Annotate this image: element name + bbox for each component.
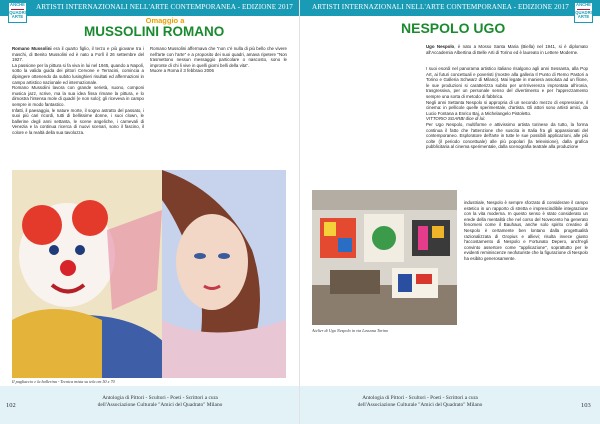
paragraph: industriale, Nespolo è sempre sforzato di considerare il campo estetico in un rapporto di stretta e imprescindibile integrazione con la vita moderna. In questo senso è stato considerato un erede della mentalità che nel corso del Novecento ha generato fenomeni come il Bauhaus, anche solo spirito creativo di Nespolo è certamente ben lontano dalla progettualità razionalizzata di Gropius e allievi; risulta invece giusto l'accostamento di Nespolo e Fortunato Depero, anch'egli convinto assertore come "applicazione", soprattutto per le evidenti reminiscenze neofuturiste che la figurazione di Nespolo ha esibito generosamente.: [464, 200, 588, 261]
association-logo: ANCHE QUADRI ARTE: [8, 2, 27, 23]
paragraph: I suoi esordi nel panorama artistico italiano risalgono agli anni Sessanta, alla Pop Art, ai futuri concettuali e poveristi (mostre alla galleria Il Punto di Remo Pastori a Torino e Galleria Schwarz di Milano). Mai legate in maniera assoluta ad un filone, le sue produzioni si caratterizza subito per un'irriverenza improntata all'ironia, trasgressiva, per un personale senso del divertimento e per l'apprezzamento sempre una sorta di metodo di fabbrica.: [426, 66, 588, 99]
atelier-illustration: [312, 190, 457, 325]
association-logo: ANCHE QUADRI ARTE: [574, 2, 593, 23]
header-bar: [0, 0, 300, 16]
paragraph: Romano Mussolini affermava che "non c'è nulla di più bello che vivere nell'arte con l'arte" e a proposito dei suoi quadri, amava ripetere "Non trasmettono nessun messaggio particolare o nascosto, sono le impronte di chi li vive in quelli giorni belli della vita".: [150, 46, 287, 68]
footer: [0, 386, 300, 424]
series-title: ARTISTI INTERNAZIONALI NELL'ARTE CONTEMPORANEA - EDIZIONE 2017: [36, 3, 293, 11]
painting-illustration: [12, 170, 286, 378]
tribute-label: Omaggio a: [145, 16, 185, 25]
artist-name: MUSSOLINI ROMANO: [84, 24, 225, 39]
series-title: ARTISTI INTERNAZIONALI NELL'ARTE CONTEMPORANEA - EDIZIONE 2017: [312, 3, 569, 11]
paragraph: Per Ugo Nespolo, multiforme e attivissimo artista torinese da tutto, la forma continua il fatto che l'attenzione che suscita in Italia fra gli appassionati del contemporaneo. Esploratore dell'arte in tutte le sue possibili applicazioni, alle più colte (il periodo concettuale) alle più popolari (la televisione), dalla grafica pubblicitaria al cinema sperimentale, dalla scenografia teatrale alla produzione: [426, 121, 588, 150]
paragraph: Negli anni Settanta Nespolo si appropria di un secondo mezzo di espressione, il cinema: in pellicole quelle sperimentale, d'artista. Gli attori sono artisti amici, da Lucio Fontana a Enrico Baj, a Michelangelo Pistoletto.: [426, 99, 588, 116]
page-number: 102: [6, 402, 16, 409]
header-bar: [300, 0, 600, 16]
paragraph: Romano Mussolini era il quarto figlio, il terzo e più giovane tra i maschi, di Benito Mussolini ed è nato a Forlì il 26 settembre del 1927.: [12, 46, 144, 63]
bio-column-1: [12, 46, 144, 136]
paragraph: La passione per la pittura si fa viva in lui nel 1945, quando a Napoli, sotto la valida guida dei pittori Cervone e Terracini, comincia a dipingere ottenendo da subito lusinghieri risultati ed affermazioni in campo artistico nazionale ed internazionale.: [12, 62, 144, 85]
footer: [300, 386, 600, 424]
bio-column-1: [426, 66, 588, 150]
bio-column-2: [464, 200, 588, 262]
quote-heading: VITTORIO SGARBI dice di lui:: [426, 116, 486, 122]
paragraph: Romano Mussolini lavora con grande serietà, suono, componi musica jazz, scrive, ma la sua idea fissa rimane la pittura, e lo dimostra l'intensa mole di quadri (e non solo); gli riceveva in campo sempre in modo fantastico.: [12, 85, 144, 107]
page-number: 103: [581, 402, 591, 409]
paragraph: Infatti, il paesaggio, le nature morte, il sogno astratto del passato, i suoi più cari ricordi, tutti di bellissime donne, i suoi clown, le ballerine degli anni settanta, le scene angeliche, i carnevali di Venezia e la continua ricerca di nuovi scenari, sono il fascino, il colore e la realtà della sua tavolozza.: [12, 107, 144, 135]
painting-clown-and-dancer: [12, 170, 286, 378]
artist-name: NESPOLO UGO: [401, 20, 506, 36]
footer-credit: Antologia di Pittori - Scultori - Poeti - Scrittori a cura dell'Associazione Culturale "Amici del Quadrato" Milano: [357, 395, 483, 408]
paragraph: Ugo Nespolo, è nato a Mosso Santa Maria (Biella) nel 1941, si è diplomato all'Accademia Albertina di Belle Arti di Torino ed è laureato in Lettere Moderne.: [426, 44, 588, 55]
photo-caption: Atelier di Ugo Nespolo in via Lessona Torino: [312, 328, 389, 333]
right-page: [300, 0, 600, 424]
bio-intro: [426, 44, 588, 55]
atelier-photo: [312, 190, 457, 325]
death-note: Muore a Roma il 3 febbraio 2006: [150, 68, 214, 74]
bio-column-2: [150, 46, 287, 74]
painting-caption: Il pagliaccio e la ballerina - Tecnica mista su tela cm 50 x 70: [12, 379, 115, 384]
footer-credit: Antologia di Pittori - Scultori - Poeti - Scrittori a cura dell'Associazione Culturale "Amici del Quadrato" Milano: [97, 395, 223, 408]
